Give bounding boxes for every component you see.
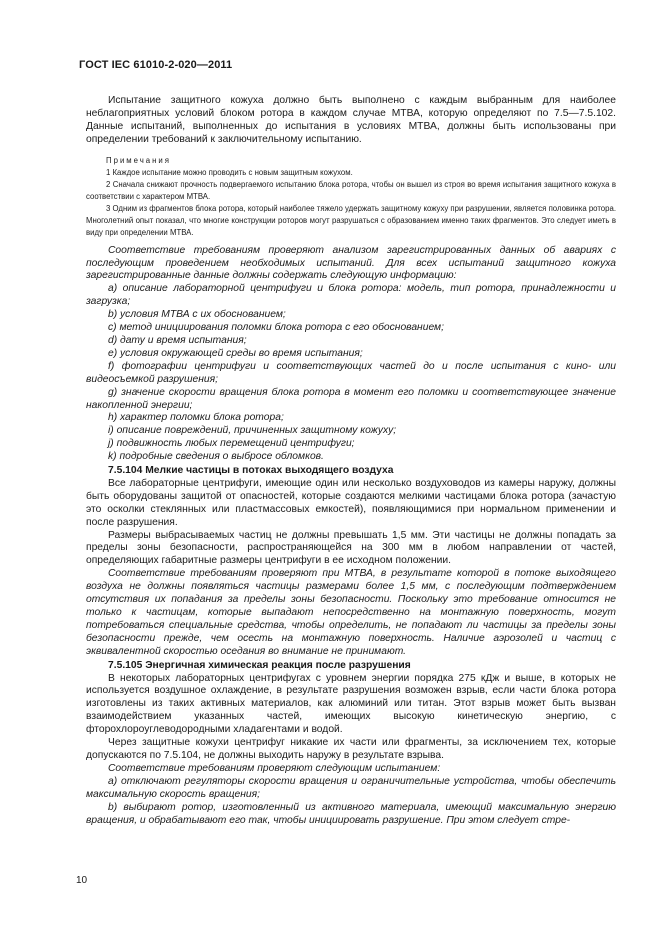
page-body [86,95,616,827]
section-paragraph: В некоторых лабораторных центрифугах с уровнем энергии порядка 275 кДж и выше, в которых не используется воздушное охлаждение, в результате разрушения возможен взрыв, если части блока ротора изготовлены из таких активных материалов, как алюминий или титан. Этот взрыв может быть вызван взаимодействием указанных частей, имеющих высокую кинетическую энергию, с фторохлороуглеводородными хладагентами и водой. [86,672,616,736]
intro-paragraph: Испытание защитного кожуха должно быть выполнено с каждым выбранным для наиболее неблагоприятных условий блоком ротора в каждом случае МТВА, которую определяют по 7.5—7.5.102. Данные испытаний, выполненных до испытания в условиях МТВА, должны быть использованы при определении требований к заключительному испытанию. [86,95,616,145]
section-paragraph: Соответствие требованиям проверяют при МТВА, в результате которой в потоке выходящего воздуха не должны появляться частицы размерами более 1,5 мм, с последующим подтверждением отсутствия их попадания за пределы зоны безопасности. Поскольку это требование относится не только к частицам, которые выпадают непосредственно на монтажную поверхность, могут потребоваться специальные средства, чтобы определить, не попадают ли частицы за пределы зоны безопасности прежде, чем осесть на монтажную поверхность. Наличие аэрозолей и частиц с эквивалентной скоростью оседания во внимание не принимают. [86,568,616,657]
notes-title: Примечания [106,155,172,165]
section-paragraph: a) отключают регуляторы скорости вращения и ограничительные устройства, чтобы обеспечить максимальную скорость вращения; [86,775,616,800]
list-item: e) условия окружающей среды во время испытания; [108,347,363,359]
notes-block [86,155,616,239]
section-heading-7-5-105: 7.5.105 Энергичная химическая реакция после разрушения [108,659,411,671]
page-number: 10 [76,875,88,886]
document-header: ГОСТ IEC 61010-2-020—2011 [79,59,233,71]
list-item: i) описание повреждений, причиненных защитному кожуху; [108,425,397,437]
list-item: c) метод инициирования поломки блока ротора с его обоснованием; [108,322,444,334]
list-item: j) подвижность любых перемещений центрифуги; [108,438,355,450]
section-paragraph: Соответствие требованиям проверяют следующим испытанием: [108,762,441,774]
list-item: a) описание лабораторной центрифуги и блока ротора: модель, тип ротора, принадлежности и загрузка; [86,283,616,308]
list-item: f) фотографии центрифуги и соответствующих частей до и после испытания с кино- или видеосъемкой разрушения; [86,360,616,385]
list-item: h) характер поломки блока ротора; [108,412,284,424]
section-paragraph: Через защитные кожухи центрифуг никакие их части или фрагменты, за исключением тех, которые допускаются по 7.5.104, не должны выходить наружу в результате взрыва. [86,737,616,761]
section-paragraph: b) выбирают ротор, изготовленный из активного материала, имеющий максимальную энергию вращения, и обрабатывают его так, чтобы инициировать разрушение. При этом следует стре- [86,801,616,826]
section-heading-7-5-104: 7.5.104 Мелкие частицы в потоках выходящего воздуха [108,465,394,477]
note-item: 1 Каждое испытание можно проводить с новым защитным кожухом. [106,167,353,177]
compliance-paragraph: Соответствие требованиям проверяют анализом зарегистрированных данных об авариях с последующим проведением необходимых испытаний. Для всех испытаний защитного кожуха зарегистрированные данные должны содержать следующую информацию: [86,244,616,282]
section-paragraph: Все лабораторные центрифуги, имеющие один или несколько воздуховодов из камеры наружу, должны быть оборудованы защитой от опасностей, которые создаются мелкими частицами блока ротора (зачастую это осколки стеклянных или пластмассовых емкостей), появляющимися при нормальном применении и после разрушения. [86,477,616,528]
section-paragraph: Размеры выбрасываемых частиц не должны превышать 1,5 мм. Эти частицы не должны попадать за пределы зоны безопасности, распространяющейся на 300 мм в любом направлении от частей, определяющих габаритные размеры центрифуги в ее исходном положении. [86,529,616,567]
list-item: k) подробные сведения о выбросе обломков. [108,451,324,463]
note-item: 2 Сначала снижают прочность подвергаемого испытанию блока ротора, чтобы он вышел из строя во время испытания защитного кожуха в соответствии с характером МТВА. [86,179,616,201]
list-item: d) дату и время испытания; [108,334,247,346]
list-item: b) условия МТВА с их обоснованием; [108,309,286,321]
list-item: g) значение скорости вращения блока ротора в момент его поломки и соответствующее значение накопленной энергии; [86,386,616,411]
note-item: 3 Одним из фрагментов блока ротора, который наиболее тяжело удержать защитному кожуху при разрушении, является половинка ротора. Многолетний опыт показал, что многие конструкции роторов могут разрушаться с образованием именно таких фрагментов. Это следует иметь в виду при определении МТВА. [86,203,616,237]
